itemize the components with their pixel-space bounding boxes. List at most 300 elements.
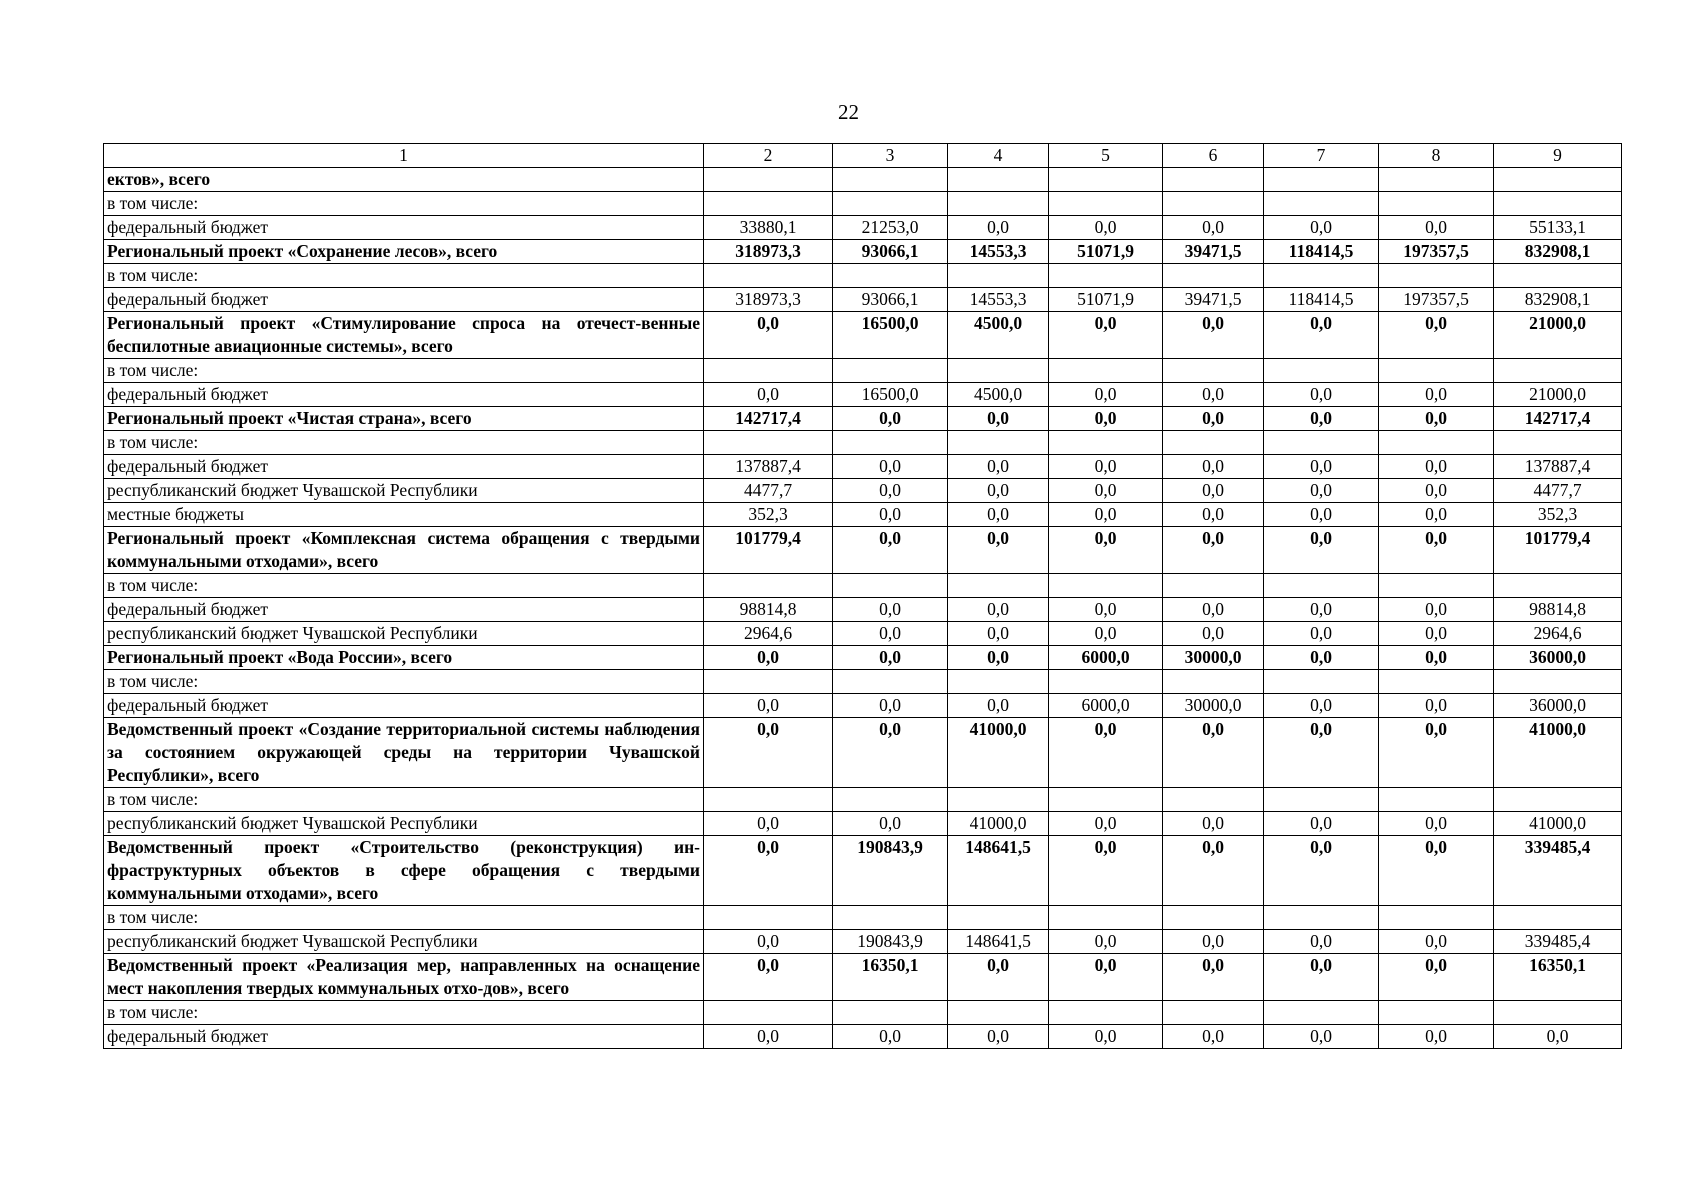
value-cell: 0,0	[1163, 312, 1264, 359]
value-cell: 4477,7	[1494, 479, 1622, 503]
value-cell	[1379, 359, 1494, 383]
value-cell: 0,0	[948, 622, 1049, 646]
table-row	[104, 312, 1622, 359]
value-cell: 0,0	[833, 694, 948, 718]
value-cell: 16500,0	[833, 383, 948, 407]
value-cell: 0,0	[1264, 527, 1379, 574]
value-cell: 0,0	[1264, 930, 1379, 954]
value-cell: 39471,5	[1163, 240, 1264, 264]
value-cell	[833, 359, 948, 383]
value-cell: 0,0	[1163, 622, 1264, 646]
row-label: в том числе:	[104, 264, 704, 288]
value-cell: 0,0	[1379, 479, 1494, 503]
value-cell: 51071,9	[1049, 288, 1163, 312]
row-label: Ведомственный проект «Строительство (реконструкция) ин-фраструктурных объектов в сфере обращения с твердыми коммунальными отходами», всего	[104, 836, 704, 906]
value-cell: 0,0	[1049, 216, 1163, 240]
value-cell	[833, 1001, 948, 1025]
value-cell: 51071,9	[1049, 240, 1163, 264]
value-cell: 6000,0	[1049, 646, 1163, 670]
value-cell: 0,0	[1379, 598, 1494, 622]
value-cell: 93066,1	[833, 288, 948, 312]
value-cell	[704, 670, 833, 694]
value-cell: 0,0	[704, 812, 833, 836]
value-cell: 0,0	[704, 836, 833, 906]
value-cell	[1379, 670, 1494, 694]
value-cell	[1264, 264, 1379, 288]
value-cell: 0,0	[833, 479, 948, 503]
value-cell: 41000,0	[1494, 718, 1622, 788]
value-cell: 0,0	[1163, 216, 1264, 240]
value-cell: 0,0	[1264, 1025, 1379, 1049]
value-cell: 0,0	[704, 646, 833, 670]
value-cell: 0,0	[1163, 1025, 1264, 1049]
value-cell: 0,0	[1163, 527, 1264, 574]
value-cell: 0,0	[833, 646, 948, 670]
value-cell: 148641,5	[948, 930, 1049, 954]
value-cell: 39471,5	[1163, 288, 1264, 312]
value-cell: 16500,0	[833, 312, 948, 359]
table-row	[104, 431, 1622, 455]
value-cell: 0,0	[1049, 479, 1163, 503]
value-cell: 0,0	[704, 383, 833, 407]
value-cell: 197357,5	[1379, 288, 1494, 312]
value-cell	[1264, 574, 1379, 598]
value-cell	[1049, 788, 1163, 812]
value-cell: 0,0	[1049, 1025, 1163, 1049]
value-cell: 190843,9	[833, 930, 948, 954]
value-cell	[1494, 670, 1622, 694]
value-cell: 36000,0	[1494, 694, 1622, 718]
value-cell: 0,0	[833, 812, 948, 836]
column-number: 2	[704, 144, 833, 168]
row-label: республиканский бюджет Чувашской Республики	[104, 622, 704, 646]
value-cell: 0,0	[1049, 503, 1163, 527]
value-cell: 0,0	[1163, 383, 1264, 407]
table-row	[104, 527, 1622, 574]
value-cell	[833, 788, 948, 812]
value-cell	[948, 192, 1049, 216]
table-body	[104, 168, 1622, 1049]
value-cell	[1494, 1001, 1622, 1025]
value-cell	[948, 1001, 1049, 1025]
row-label: Ведомственный проект «Создание территориальной системы наблюдения за состоянием окружающей среды на территории Чувашской Республики», всего	[104, 718, 704, 788]
value-cell	[1379, 906, 1494, 930]
value-cell	[948, 264, 1049, 288]
value-cell: 101779,4	[1494, 527, 1622, 574]
table-row	[104, 407, 1622, 431]
value-cell: 0,0	[1163, 718, 1264, 788]
value-cell: 98814,8	[704, 598, 833, 622]
table-row	[104, 718, 1622, 788]
table-row	[104, 168, 1622, 192]
value-cell: 0,0	[1049, 718, 1163, 788]
value-cell: 0,0	[1163, 598, 1264, 622]
value-cell: 0,0	[1264, 312, 1379, 359]
row-label: в том числе:	[104, 574, 704, 598]
value-cell: 0,0	[1049, 312, 1163, 359]
value-cell: 41000,0	[1494, 812, 1622, 836]
value-cell: 318973,3	[704, 288, 833, 312]
row-label: в том числе:	[104, 788, 704, 812]
table-row	[104, 192, 1622, 216]
value-cell: 190843,9	[833, 836, 948, 906]
value-cell: 0,0	[948, 954, 1049, 1001]
value-cell: 21253,0	[833, 216, 948, 240]
value-cell	[1163, 788, 1264, 812]
value-cell: 0,0	[833, 407, 948, 431]
value-cell: 0,0	[1494, 1025, 1622, 1049]
value-cell: 832908,1	[1494, 240, 1622, 264]
value-cell: 0,0	[704, 954, 833, 1001]
value-cell	[1379, 264, 1494, 288]
column-number-row	[104, 144, 1622, 168]
value-cell: 14553,3	[948, 240, 1049, 264]
table-header	[104, 144, 1622, 168]
value-cell	[1494, 574, 1622, 598]
value-cell: 0,0	[833, 622, 948, 646]
value-cell: 16350,1	[1494, 954, 1622, 1001]
row-label: республиканский бюджет Чувашской Республики	[104, 812, 704, 836]
value-cell: 0,0	[833, 718, 948, 788]
row-label: федеральный бюджет	[104, 1025, 704, 1049]
row-label: федеральный бюджет	[104, 455, 704, 479]
table-row	[104, 240, 1622, 264]
value-cell: 142717,4	[1494, 407, 1622, 431]
value-cell: 0,0	[948, 527, 1049, 574]
value-cell: 0,0	[1379, 527, 1494, 574]
value-cell: 0,0	[1264, 694, 1379, 718]
value-cell: 4477,7	[704, 479, 833, 503]
value-cell: 0,0	[948, 694, 1049, 718]
value-cell	[833, 264, 948, 288]
table-row	[104, 954, 1622, 1001]
value-cell: 41000,0	[948, 718, 1049, 788]
value-cell: 0,0	[1379, 503, 1494, 527]
value-cell	[948, 906, 1049, 930]
value-cell: 0,0	[833, 455, 948, 479]
column-number: 9	[1494, 144, 1622, 168]
value-cell	[833, 670, 948, 694]
value-cell	[1494, 906, 1622, 930]
value-cell: 0,0	[1379, 1025, 1494, 1049]
row-label: Ведомственный проект «Реализация мер, направленных на оснащение мест накопления твердых коммунальных отхо-дов», всего	[104, 954, 704, 1001]
value-cell: 137887,4	[1494, 455, 1622, 479]
value-cell: 0,0	[1264, 836, 1379, 906]
value-cell	[1264, 1001, 1379, 1025]
value-cell: 0,0	[1379, 954, 1494, 1001]
value-cell	[704, 431, 833, 455]
table-row	[104, 598, 1622, 622]
value-cell: 30000,0	[1163, 646, 1264, 670]
value-cell: 2964,6	[1494, 622, 1622, 646]
table-row	[104, 503, 1622, 527]
value-cell: 0,0	[1264, 503, 1379, 527]
value-cell: 0,0	[1049, 407, 1163, 431]
value-cell	[1049, 192, 1163, 216]
value-cell: 0,0	[1163, 407, 1264, 431]
value-cell: 0,0	[1264, 812, 1379, 836]
value-cell: 0,0	[1379, 646, 1494, 670]
row-label: местные бюджеты	[104, 503, 704, 527]
value-cell: 0,0	[1379, 812, 1494, 836]
value-cell	[1264, 431, 1379, 455]
value-cell: 14553,3	[948, 288, 1049, 312]
row-label: федеральный бюджет	[104, 383, 704, 407]
value-cell	[1494, 431, 1622, 455]
value-cell	[704, 1001, 833, 1025]
value-cell	[1264, 168, 1379, 192]
value-cell: 0,0	[1264, 646, 1379, 670]
value-cell: 6000,0	[1049, 694, 1163, 718]
value-cell	[1049, 431, 1163, 455]
value-cell: 0,0	[1163, 455, 1264, 479]
value-cell: 0,0	[1049, 954, 1163, 1001]
column-number: 6	[1163, 144, 1264, 168]
value-cell: 148641,5	[948, 836, 1049, 906]
value-cell: 0,0	[948, 598, 1049, 622]
value-cell: 0,0	[1264, 383, 1379, 407]
value-cell	[1163, 906, 1264, 930]
value-cell: 318973,3	[704, 240, 833, 264]
value-cell	[1494, 264, 1622, 288]
value-cell	[1264, 670, 1379, 694]
value-cell: 0,0	[1264, 598, 1379, 622]
value-cell	[1049, 906, 1163, 930]
row-label: в том числе:	[104, 906, 704, 930]
row-label: в том числе:	[104, 670, 704, 694]
value-cell: 0,0	[1379, 312, 1494, 359]
value-cell	[833, 906, 948, 930]
table-row	[104, 670, 1622, 694]
value-cell	[1379, 168, 1494, 192]
budget-table	[103, 143, 1622, 1049]
value-cell	[1049, 359, 1163, 383]
value-cell	[704, 168, 833, 192]
value-cell: 0,0	[1163, 479, 1264, 503]
value-cell: 0,0	[1049, 930, 1163, 954]
value-cell	[1494, 359, 1622, 383]
table-row	[104, 622, 1622, 646]
table-row	[104, 788, 1622, 812]
column-number: 3	[833, 144, 948, 168]
row-label: Региональный проект «Комплексная система обращения с твердыми коммунальными отходами», всего	[104, 527, 704, 574]
value-cell: 0,0	[1049, 455, 1163, 479]
row-label: в том числе:	[104, 359, 704, 383]
value-cell	[1163, 192, 1264, 216]
value-cell: 0,0	[1264, 216, 1379, 240]
value-cell: 0,0	[833, 527, 948, 574]
value-cell	[833, 574, 948, 598]
value-cell: 0,0	[948, 646, 1049, 670]
value-cell: 0,0	[1379, 216, 1494, 240]
value-cell: 352,3	[704, 503, 833, 527]
value-cell: 118414,5	[1264, 240, 1379, 264]
value-cell	[1163, 1001, 1264, 1025]
row-label: в том числе:	[104, 192, 704, 216]
row-label: республиканский бюджет Чувашской Республики	[104, 930, 704, 954]
value-cell: 137887,4	[704, 455, 833, 479]
value-cell: 0,0	[1264, 455, 1379, 479]
value-cell: 0,0	[1049, 836, 1163, 906]
row-label: в том числе:	[104, 1001, 704, 1025]
value-cell: 101779,4	[704, 527, 833, 574]
value-cell	[1049, 670, 1163, 694]
value-cell: 0,0	[1049, 383, 1163, 407]
value-cell	[1494, 788, 1622, 812]
value-cell: 0,0	[704, 1025, 833, 1049]
table-row	[104, 906, 1622, 930]
page-number: 22	[838, 100, 859, 124]
value-cell: 0,0	[1163, 930, 1264, 954]
value-cell: 55133,1	[1494, 216, 1622, 240]
value-cell: 0,0	[1163, 503, 1264, 527]
table-row	[104, 574, 1622, 598]
value-cell: 0,0	[1163, 812, 1264, 836]
value-cell	[704, 906, 833, 930]
column-number: 1	[104, 144, 704, 168]
value-cell: 0,0	[1264, 954, 1379, 1001]
value-cell	[1264, 906, 1379, 930]
value-cell: 0,0	[704, 718, 833, 788]
value-cell	[1494, 168, 1622, 192]
value-cell: 0,0	[1264, 718, 1379, 788]
value-cell	[1264, 359, 1379, 383]
row-label: федеральный бюджет	[104, 694, 704, 718]
value-cell	[1163, 574, 1264, 598]
value-cell: 21000,0	[1494, 383, 1622, 407]
value-cell: 36000,0	[1494, 646, 1622, 670]
value-cell	[833, 192, 948, 216]
row-label: ектов», всего	[104, 168, 704, 192]
value-cell	[704, 788, 833, 812]
value-cell: 197357,5	[1379, 240, 1494, 264]
value-cell: 0,0	[1264, 407, 1379, 431]
table-row	[104, 479, 1622, 503]
value-cell	[1264, 192, 1379, 216]
table-row	[104, 646, 1622, 670]
value-cell	[948, 168, 1049, 192]
value-cell: 2964,6	[704, 622, 833, 646]
row-label: Региональный проект «Сохранение лесов», всего	[104, 240, 704, 264]
value-cell: 0,0	[1379, 930, 1494, 954]
table-row	[104, 383, 1622, 407]
value-cell	[1163, 359, 1264, 383]
table-row	[104, 930, 1622, 954]
value-cell	[1049, 168, 1163, 192]
row-label: федеральный бюджет	[104, 598, 704, 622]
value-cell: 4500,0	[948, 312, 1049, 359]
value-cell	[704, 359, 833, 383]
value-cell	[1049, 264, 1163, 288]
value-cell: 832908,1	[1494, 288, 1622, 312]
value-cell	[1163, 431, 1264, 455]
value-cell: 30000,0	[1163, 694, 1264, 718]
row-label: в том числе:	[104, 431, 704, 455]
value-cell	[1379, 788, 1494, 812]
row-label: республиканский бюджет Чувашской Республики	[104, 479, 704, 503]
value-cell: 0,0	[1049, 622, 1163, 646]
value-cell: 0,0	[1163, 954, 1264, 1001]
table-row	[104, 288, 1622, 312]
value-cell: 0,0	[1379, 694, 1494, 718]
table-row	[104, 1001, 1622, 1025]
value-cell: 4500,0	[948, 383, 1049, 407]
value-cell	[948, 431, 1049, 455]
column-number: 5	[1049, 144, 1163, 168]
value-cell	[1379, 192, 1494, 216]
value-cell: 0,0	[1379, 622, 1494, 646]
value-cell	[948, 788, 1049, 812]
value-cell	[1049, 1001, 1163, 1025]
table-row	[104, 812, 1622, 836]
value-cell: 0,0	[1379, 455, 1494, 479]
value-cell: 33880,1	[704, 216, 833, 240]
value-cell: 339485,4	[1494, 930, 1622, 954]
row-label: федеральный бюджет	[104, 288, 704, 312]
value-cell: 0,0	[948, 216, 1049, 240]
table-row	[104, 694, 1622, 718]
value-cell: 16350,1	[833, 954, 948, 1001]
table-row	[104, 836, 1622, 906]
value-cell: 0,0	[1264, 479, 1379, 503]
column-number: 8	[1379, 144, 1494, 168]
value-cell	[704, 574, 833, 598]
row-label: Региональный проект «Чистая страна», всего	[104, 407, 704, 431]
value-cell: 0,0	[1049, 812, 1163, 836]
value-cell: 0,0	[833, 598, 948, 622]
value-cell: 0,0	[1379, 407, 1494, 431]
value-cell	[704, 264, 833, 288]
value-cell	[1379, 1001, 1494, 1025]
value-cell: 0,0	[704, 930, 833, 954]
value-cell: 0,0	[1163, 836, 1264, 906]
value-cell	[948, 670, 1049, 694]
table-row	[104, 1025, 1622, 1049]
value-cell	[1163, 168, 1264, 192]
value-cell: 0,0	[1264, 622, 1379, 646]
table-row	[104, 455, 1622, 479]
row-label: Региональный проект «Вода России», всего	[104, 646, 704, 670]
value-cell: 0,0	[833, 503, 948, 527]
value-cell: 0,0	[948, 503, 1049, 527]
table-row	[104, 264, 1622, 288]
table-row	[104, 359, 1622, 383]
value-cell: 0,0	[1049, 598, 1163, 622]
value-cell: 142717,4	[704, 407, 833, 431]
value-cell: 0,0	[1049, 527, 1163, 574]
value-cell: 0,0	[704, 694, 833, 718]
value-cell: 0,0	[948, 407, 1049, 431]
value-cell	[1379, 431, 1494, 455]
value-cell	[1163, 670, 1264, 694]
value-cell: 0,0	[948, 1025, 1049, 1049]
value-cell: 98814,8	[1494, 598, 1622, 622]
value-cell: 0,0	[1379, 383, 1494, 407]
column-number: 4	[948, 144, 1049, 168]
value-cell: 118414,5	[1264, 288, 1379, 312]
value-cell	[1494, 192, 1622, 216]
table-row	[104, 216, 1622, 240]
value-cell: 339485,4	[1494, 836, 1622, 906]
column-number: 7	[1264, 144, 1379, 168]
value-cell	[1163, 264, 1264, 288]
value-cell: 0,0	[1379, 718, 1494, 788]
value-cell: 0,0	[1379, 836, 1494, 906]
value-cell: 21000,0	[1494, 312, 1622, 359]
value-cell	[1379, 574, 1494, 598]
value-cell	[948, 359, 1049, 383]
value-cell	[1049, 574, 1163, 598]
